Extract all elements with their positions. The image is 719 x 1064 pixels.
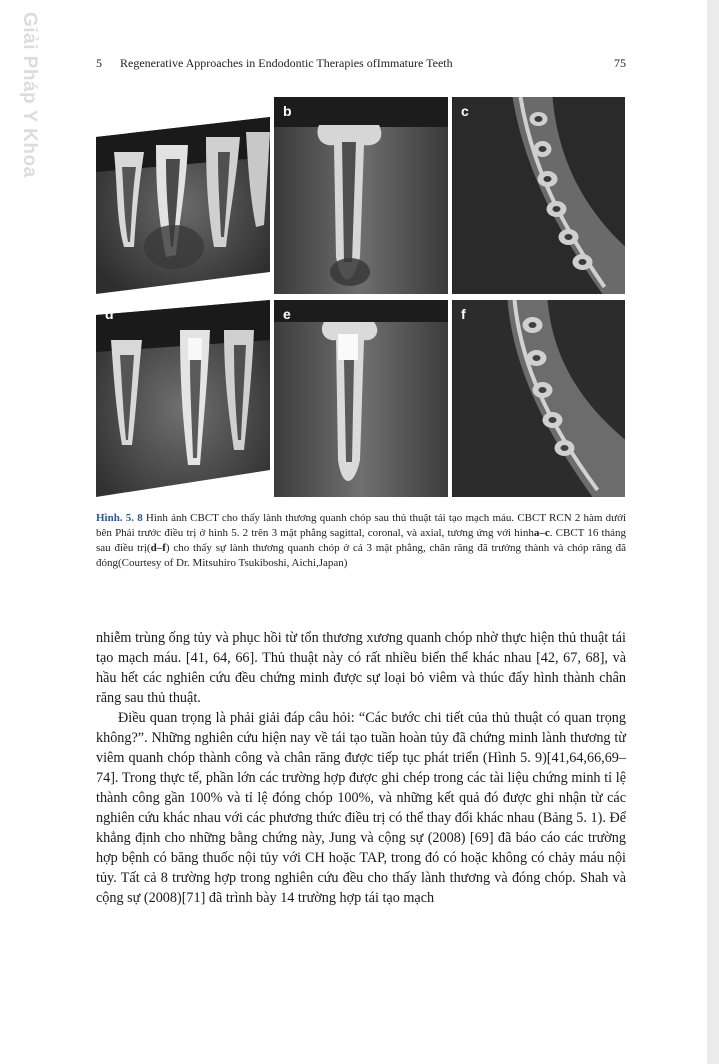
cbct-image-a <box>96 97 270 294</box>
figure-caption <box>96 511 626 571</box>
running-title: Regenerative Approaches in Endodontic Therapies ofImmature Teeth <box>120 56 453 70</box>
paragraph-1: nhiễm trùng ống tủy và phục hồi từ tổn thương xương quanh chóp nhờ thực hiện thủ thuật tái tạo mạch máu. [41, 64, 66]. Thủ thuật này có rất nhiều biến thể khác nhau [42, 67, 68], và hầu hết các nghiên cứu đều chứng minh được sự loại bỏ viêm và thúc đẩy hình thành chân răng sau thủ thuật. <box>96 630 626 706</box>
figure-panel-a <box>96 97 270 294</box>
body-text <box>96 628 626 908</box>
panel-label-b: b <box>283 103 292 119</box>
figure-panel-e <box>274 300 448 497</box>
figure-panel-b <box>274 97 448 294</box>
panel-label-c: c <box>461 103 469 119</box>
cbct-image-b <box>274 97 448 294</box>
cbct-figure <box>96 97 625 497</box>
caption-ref-d-f: d–f <box>150 542 166 554</box>
scrollbar-track[interactable] <box>707 0 719 1064</box>
caption-text: Hình ảnh CBCT cho thấy lành thương quanh chóp sau thủ thuật tái tạo mạch máu. CBCT RCN 2 hàm dưới bên Phải trước điều trị ở hình 5. 2 trên 3 mặt phẳng sagittal, coronal, và axial, tương ứng với hình <box>96 512 626 539</box>
cbct-image-d <box>96 300 270 497</box>
figure-panel-f <box>452 300 625 497</box>
page-number: 75 <box>614 56 626 70</box>
panel-label-f: f <box>461 306 466 322</box>
running-header <box>96 56 626 74</box>
chapter-number: 5 <box>96 56 102 70</box>
panel-label-d: d <box>105 306 114 322</box>
panel-label-e: e <box>283 306 291 322</box>
watermark: Giải Pháp Y Khoa <box>19 12 40 178</box>
figure-panel-d <box>96 300 270 497</box>
figure-panel-c <box>452 97 625 294</box>
paragraph-2: Điều quan trọng là phải giải đáp câu hỏi: “Các bước chi tiết của thủ thuật có quan trọng không?”. Những nghiên cứu hiện nay về tái tạo tuần hoàn tủy đã chứng minh lành thương từ viêm quanh chóp thành công và chân răng được tiếp tục phát triển (Hình 5. 9)[41,64,66,69–74]. Trong thực tế, phần lớn các trường hợp được ghi chép trong các tài liệu chứng minh tỉ lệ thành công gần 100% và tỉ lệ đóng chóp 100%, và những kết quả đó được ghi nhận từ các nghiên cứu khác nhau với các phương thức điều trị có thể thay đổi khác nhau (Bảng 5. 1). Để khẳng định cho những bằng chứng này, Jung và cộng sự (2008) [69] đã báo cáo các trường hợp bệnh có băng thuốc nội tủy với CH hoặc TAP, trong đó có hoặc không có chảy máu nội tủy. Tất cả 8 trường hợp trong nghiên cứu đều cho thấy lành thương và đóng chóp. Shah và cộng sự (2008)[71] đã trình bày 14 trường hợp tái tạo mạch <box>96 710 626 906</box>
cbct-image-f <box>452 300 625 497</box>
caption-ref-a-c: a–c <box>533 527 550 539</box>
cbct-image-e <box>274 300 448 497</box>
caption-text-3: ) cho thấy sự lành thương quanh chóp ở cả 3 mặt phẳng, chân răng đã trưởng thành và chóp răng đã đóng(Courtesy of Dr. Mitsuhiro Tsukiboshi, Aichi,Japan) <box>96 542 627 569</box>
caption-text-2: . CBCT 16 tháng sau điều trị( <box>96 527 626 554</box>
caption-label: Hình. 5. 8 <box>96 512 143 524</box>
cbct-image-c <box>452 97 625 294</box>
panel-label-a: a <box>105 103 113 119</box>
